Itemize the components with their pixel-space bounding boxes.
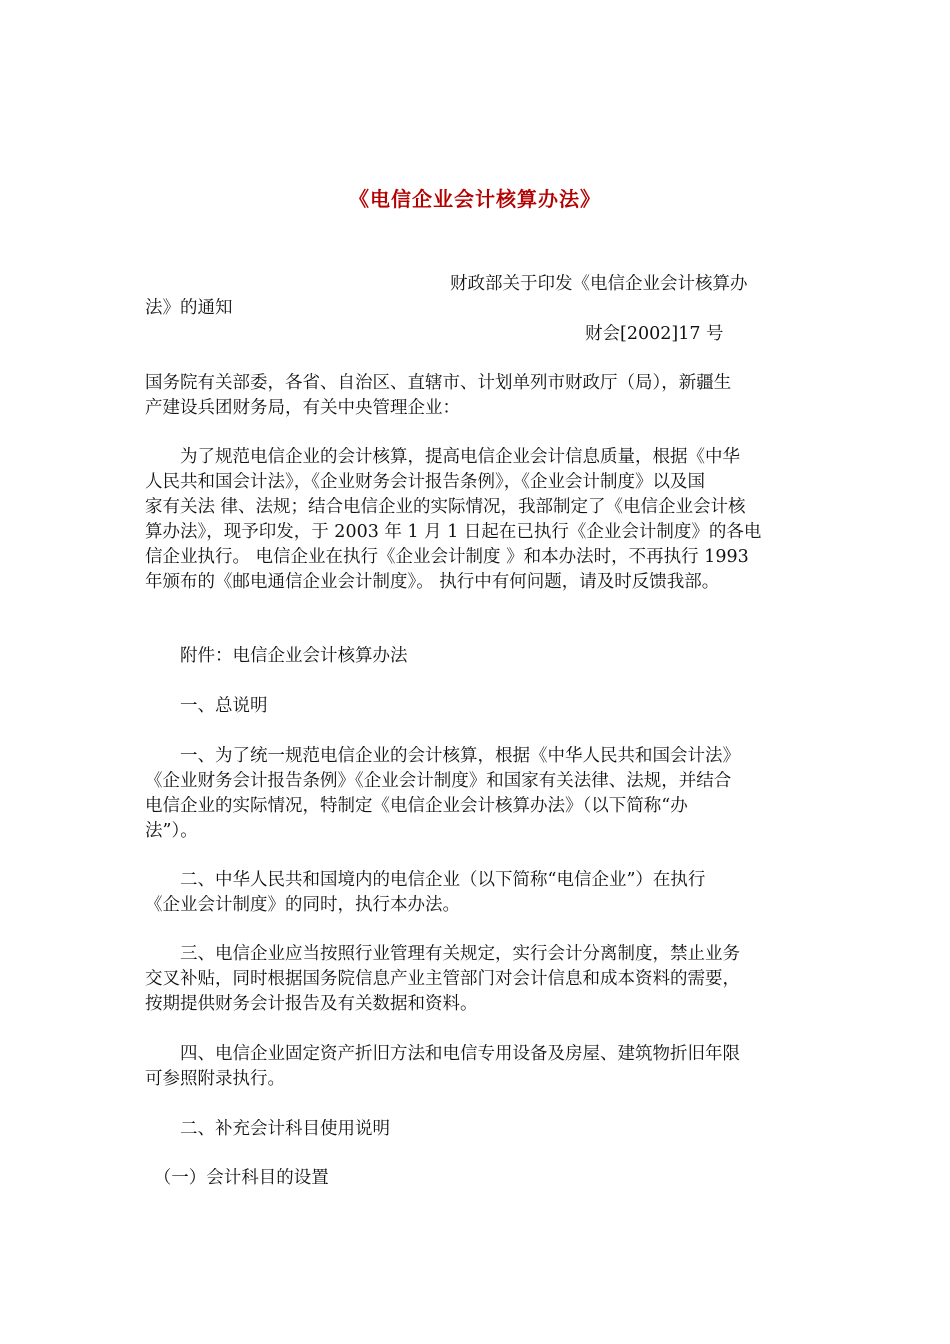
item4-paragraph: [145, 1042, 807, 1092]
addressee-line: 产建设兵团财务局，有关中央管理企业：: [145, 398, 460, 418]
body-line: 家有关法 律、法规；结合电信企业的实际情况，我部制定了《电信企业会计核: [145, 497, 746, 517]
item4-line: 四、电信企业固定资产折旧方法和电信专用设备及房屋、建筑物折旧年限: [145, 1044, 740, 1064]
body-line: 算办法》，现予印发，于 2003 年 1 月 1 日起在已执行《企业会计制度》的各电: [145, 522, 762, 542]
item2-line: 《企业会计制度》的同时，执行本办法。: [145, 895, 460, 915]
item2-paragraph: [145, 868, 807, 918]
section2-heading: 二、补充会计科目使用说明: [145, 1119, 390, 1139]
item1-line: 一、为了统一规范电信企业的会计核算，根据《中华人民共和国会计法》: [145, 746, 740, 766]
item3-line: 按期提供财务会计报告及有关数据和资料。: [145, 994, 478, 1014]
item2-line: 二、中华人民共和国境内的电信企业（以下简称“电信企业”）在执行: [145, 870, 706, 890]
item1-paragraph: [145, 744, 807, 844]
body-line: 年颁布的《邮电通信企业会计制度》。 执行中有何问题，请及时反馈我部。: [145, 572, 720, 592]
item3-line: 三、电信企业应当按照行业管理有关规定，实行会计分离制度，禁止业务: [145, 944, 740, 964]
notice-title-line1: 财政部关于印发《电信企业会计核算办: [450, 274, 748, 294]
section1-heading: 一、总说明: [145, 696, 268, 716]
body-line: 人民共和国会计法》，《企业财务会计报告条例》，《企业会计制度》以及国: [145, 472, 705, 492]
body-paragraph: [145, 445, 807, 595]
addressee-line: 国务院有关部委，各省、自治区、直辖市、计划单列市财政厅（局），新疆生: [145, 373, 732, 393]
item1-line: 电信企业的实际情况，特制定《电信企业会计核算办法》（以下简称“办: [145, 796, 688, 816]
item1-line: 法”）。: [145, 821, 198, 841]
document-title: 《电信企业会计核算办法》: [349, 187, 601, 211]
item1-line: 《企业财务会计报告条例》《企业会计制度》和国家有关法律、法规，并结合: [145, 771, 732, 791]
item3-line: 交叉补贴，同时根据国务院信息产业主管部门对会计信息和成本资料的需要，: [145, 969, 740, 989]
document-number: 财会[2002]17 号: [585, 324, 724, 344]
body-line: 为了规范电信企业的会计核算，提高电信企业会计信息质量，根据《中华: [145, 447, 740, 467]
body-line: 信企业执行。 电信企业在执行《企业会计制度 》和本办法时，不再执行 1993: [145, 547, 749, 567]
subsection1-heading: （一）会计科目的设置: [145, 1168, 329, 1188]
item4-line: 可参照附录执行。: [145, 1069, 285, 1089]
addressee-paragraph: [145, 371, 807, 421]
attachment-line: 附件：电信企业会计核算办法: [145, 646, 408, 666]
notice-title-line2: 法》的通知: [145, 298, 233, 318]
item3-paragraph: [145, 942, 807, 1017]
